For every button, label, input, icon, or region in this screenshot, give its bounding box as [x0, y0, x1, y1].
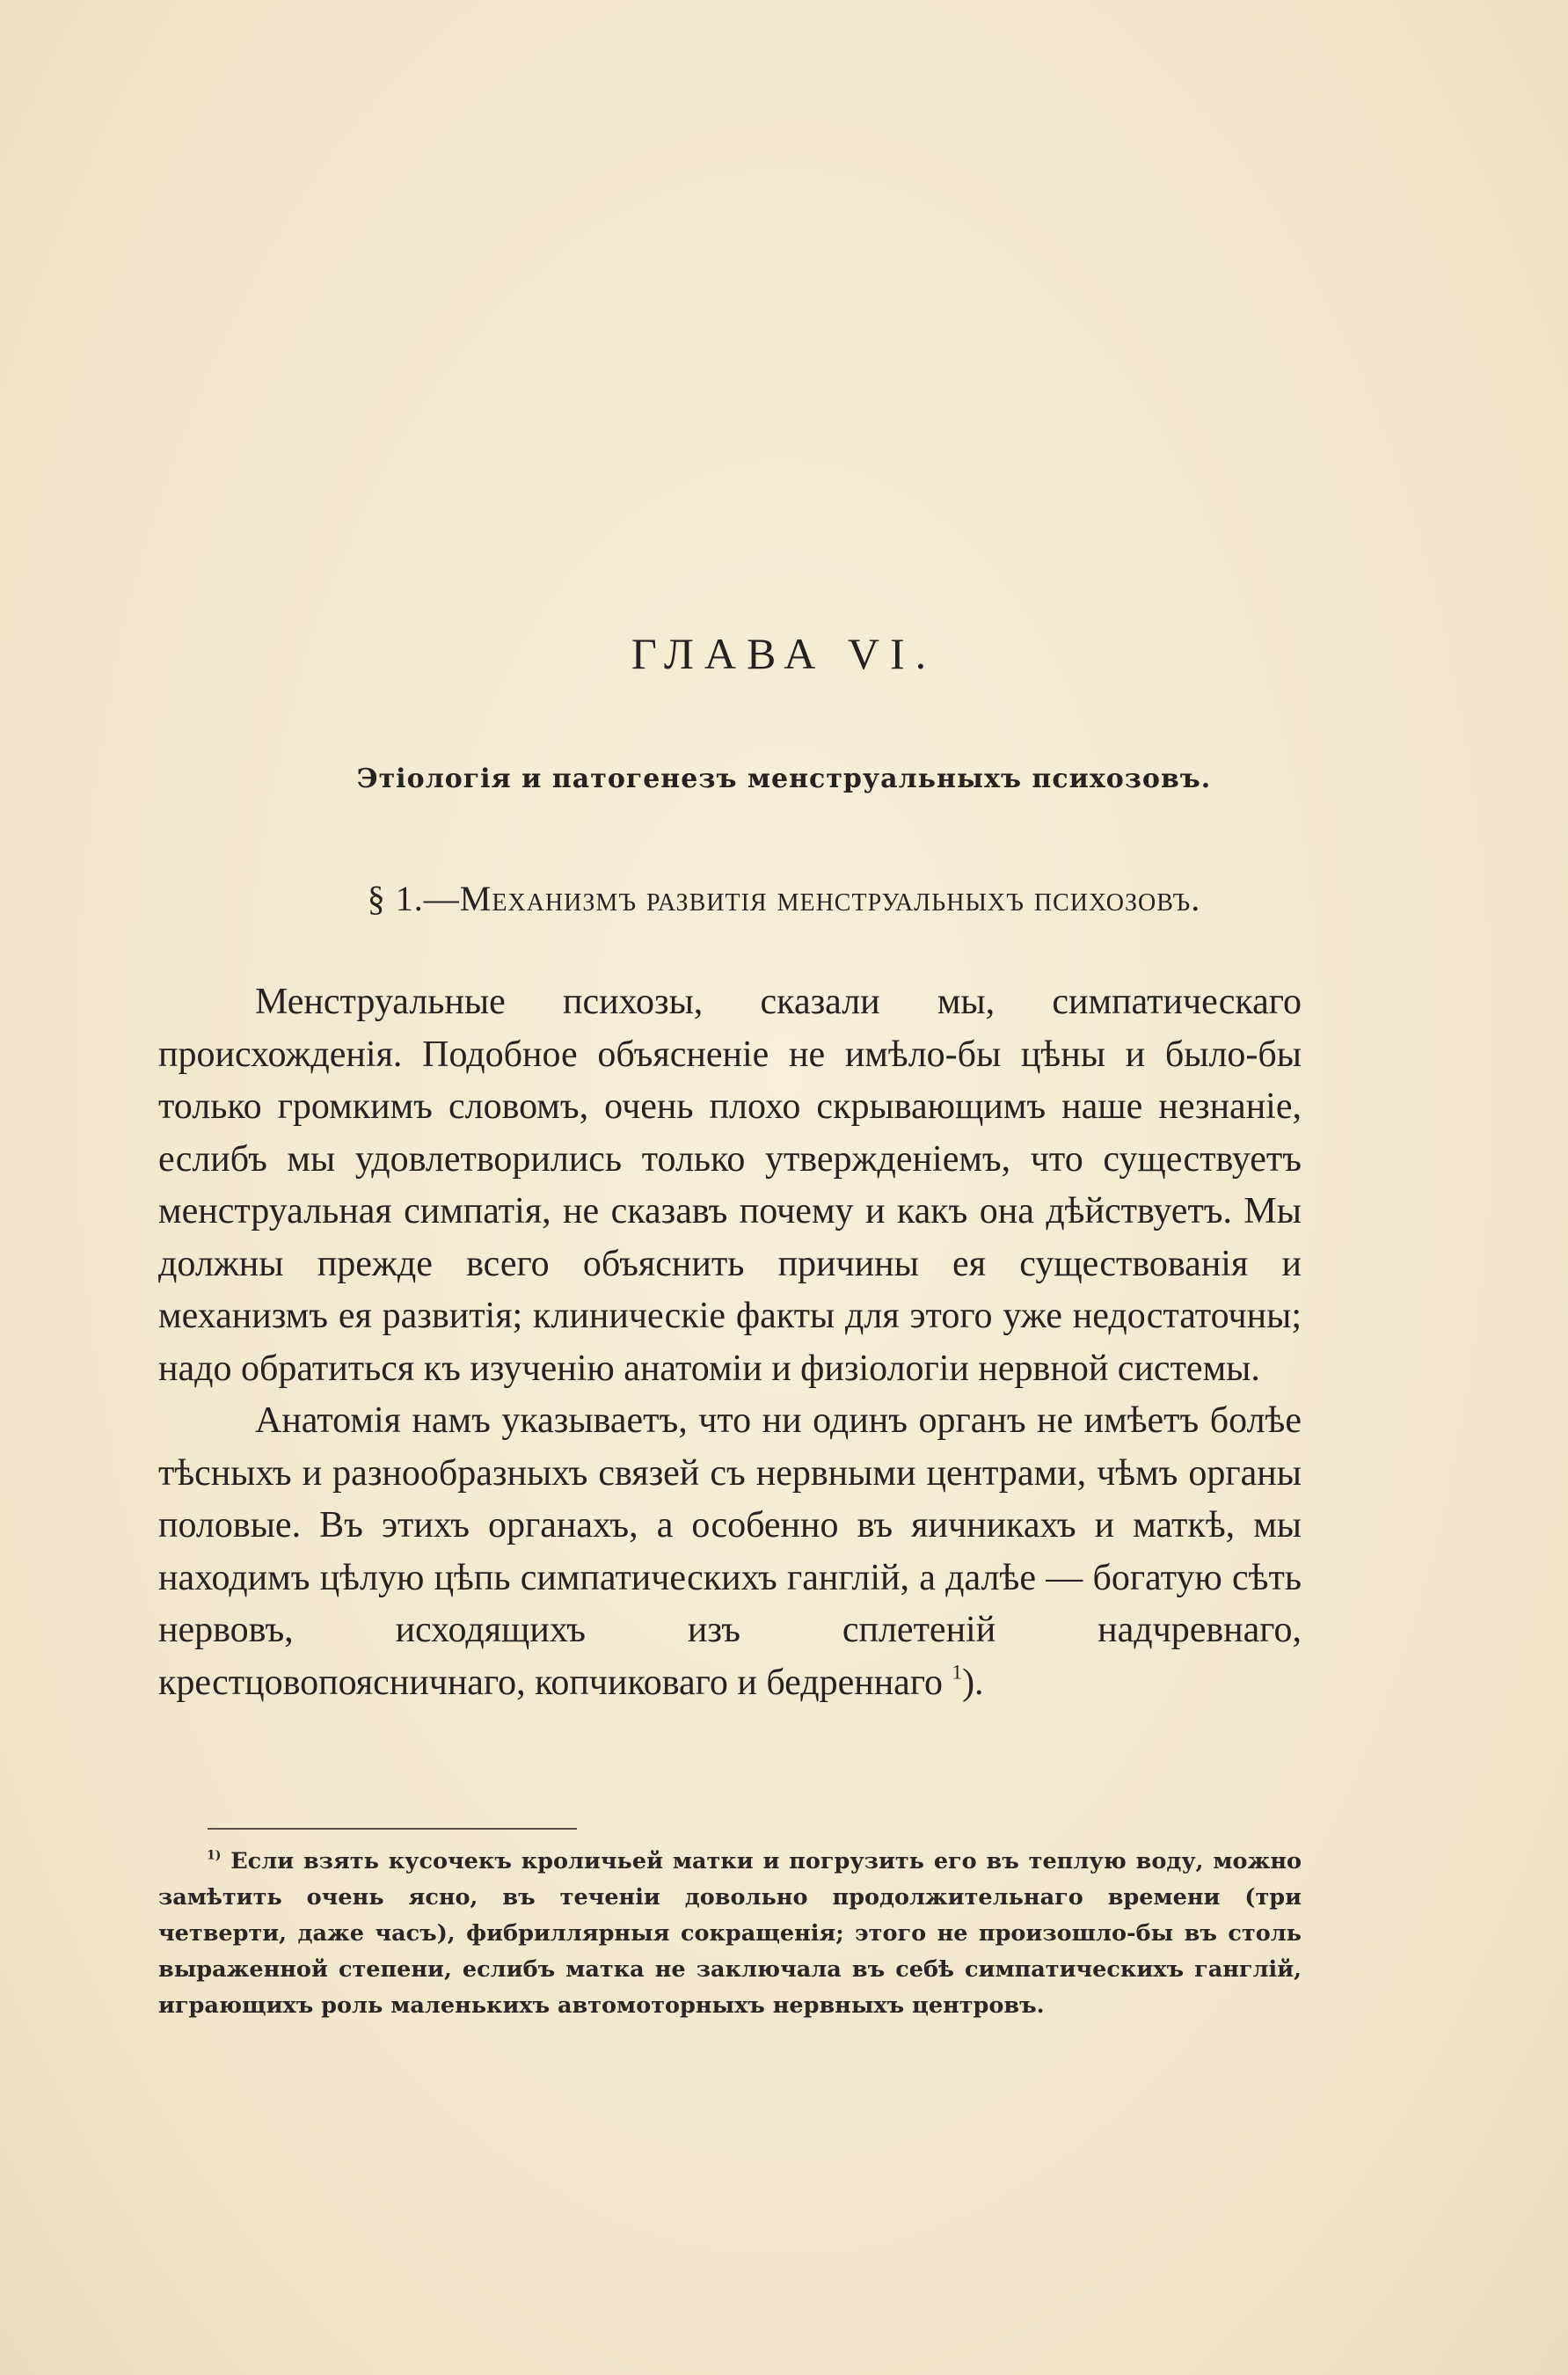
chapter-heading: ГЛАВА VI. [631, 629, 937, 678]
footnote [158, 1844, 1302, 2024]
footnote-paragraph [158, 1844, 1302, 2024]
footnote-marker: 1) [207, 1848, 222, 1863]
paragraph-1: Менструальные психозы, сказали мы, симпатическаго происхожденія. Подобное объясненіе не имѣло-бы цѣны и было-бы только громкимъ словомъ, очень плохо скрывающимъ наше незнаніе, еслибъ мы удовлетворились только утвержденіемъ, что существуетъ менструальная симпатія, не сказавъ почему и какъ она дѣйствуетъ. Мы должны прежде всего объяснить причины ея существованія и механизмъ ея развитія; клиническіе факты для этого уже недостаточны; надо обратиться къ изученію анатоміи и физіологіи нервной системы. [158, 982, 1302, 1389]
footnote-reference: 1 [952, 1660, 963, 1684]
footnote-divider [208, 1828, 577, 1830]
section-heading [0, 878, 1568, 919]
section-number: § 1.— [367, 879, 460, 918]
paragraph-2-text: Анатомія намъ указываетъ, что ни одинъ органъ не имѣетъ болѣе тѣсныхъ и разнообразныхъ связей съ нервными центрами, чѣмъ органы половые. Въ этихъ органахъ, а особенно въ яичникахъ и маткѣ, мы находимъ цѣлую цѣпь симпатическихъ ганглій, а далѣе — богатую сѣть нервовъ, исходящихъ изъ сплетеній надчревнаго, крестцовопоясничнаго, копчиковаго и бедреннаго [158, 1400, 1302, 1703]
chapter-title: Этіологія и патогенезъ менструальныхъ психозовъ. [356, 764, 1212, 794]
body-text [158, 976, 1302, 1709]
section-title: Механизмъ развитія менструальныхъ психозовъ. [459, 879, 1201, 918]
paragraph-2: Анатомія намъ указываетъ, что ни одинъ органъ не имѣетъ болѣе тѣсныхъ и разнообразныхъ связей съ нервными центрами, чѣмъ органы половые. Въ этихъ органахъ, а особенно въ яичникахъ и маткѣ, мы находимъ цѣлую цѣпь симпатическихъ ганглій, а далѣе — богатую сѣть нервовъ, исходящихъ изъ сплетеній надчревнаго, крестцовопоясничнаго, копчиковаго и бедреннаго $^1$). [158, 1400, 1302, 1703]
footnote-text: Если взять кусочекъ кроличьей матки и погрузить его въ теплую воду, можно замѣтить очень ясно, въ теченіи довольно продолжительнаго времени (три четверти, даже часъ), фибриллярныя сокращенія; этого не произошло-бы въ столь выраженной степени, еслибъ матка не заключала въ себѣ симпатическихъ ганглій, играющихъ роль маленькихъ автомоторныхъ нервныхъ центровъ. [158, 1848, 1302, 2019]
